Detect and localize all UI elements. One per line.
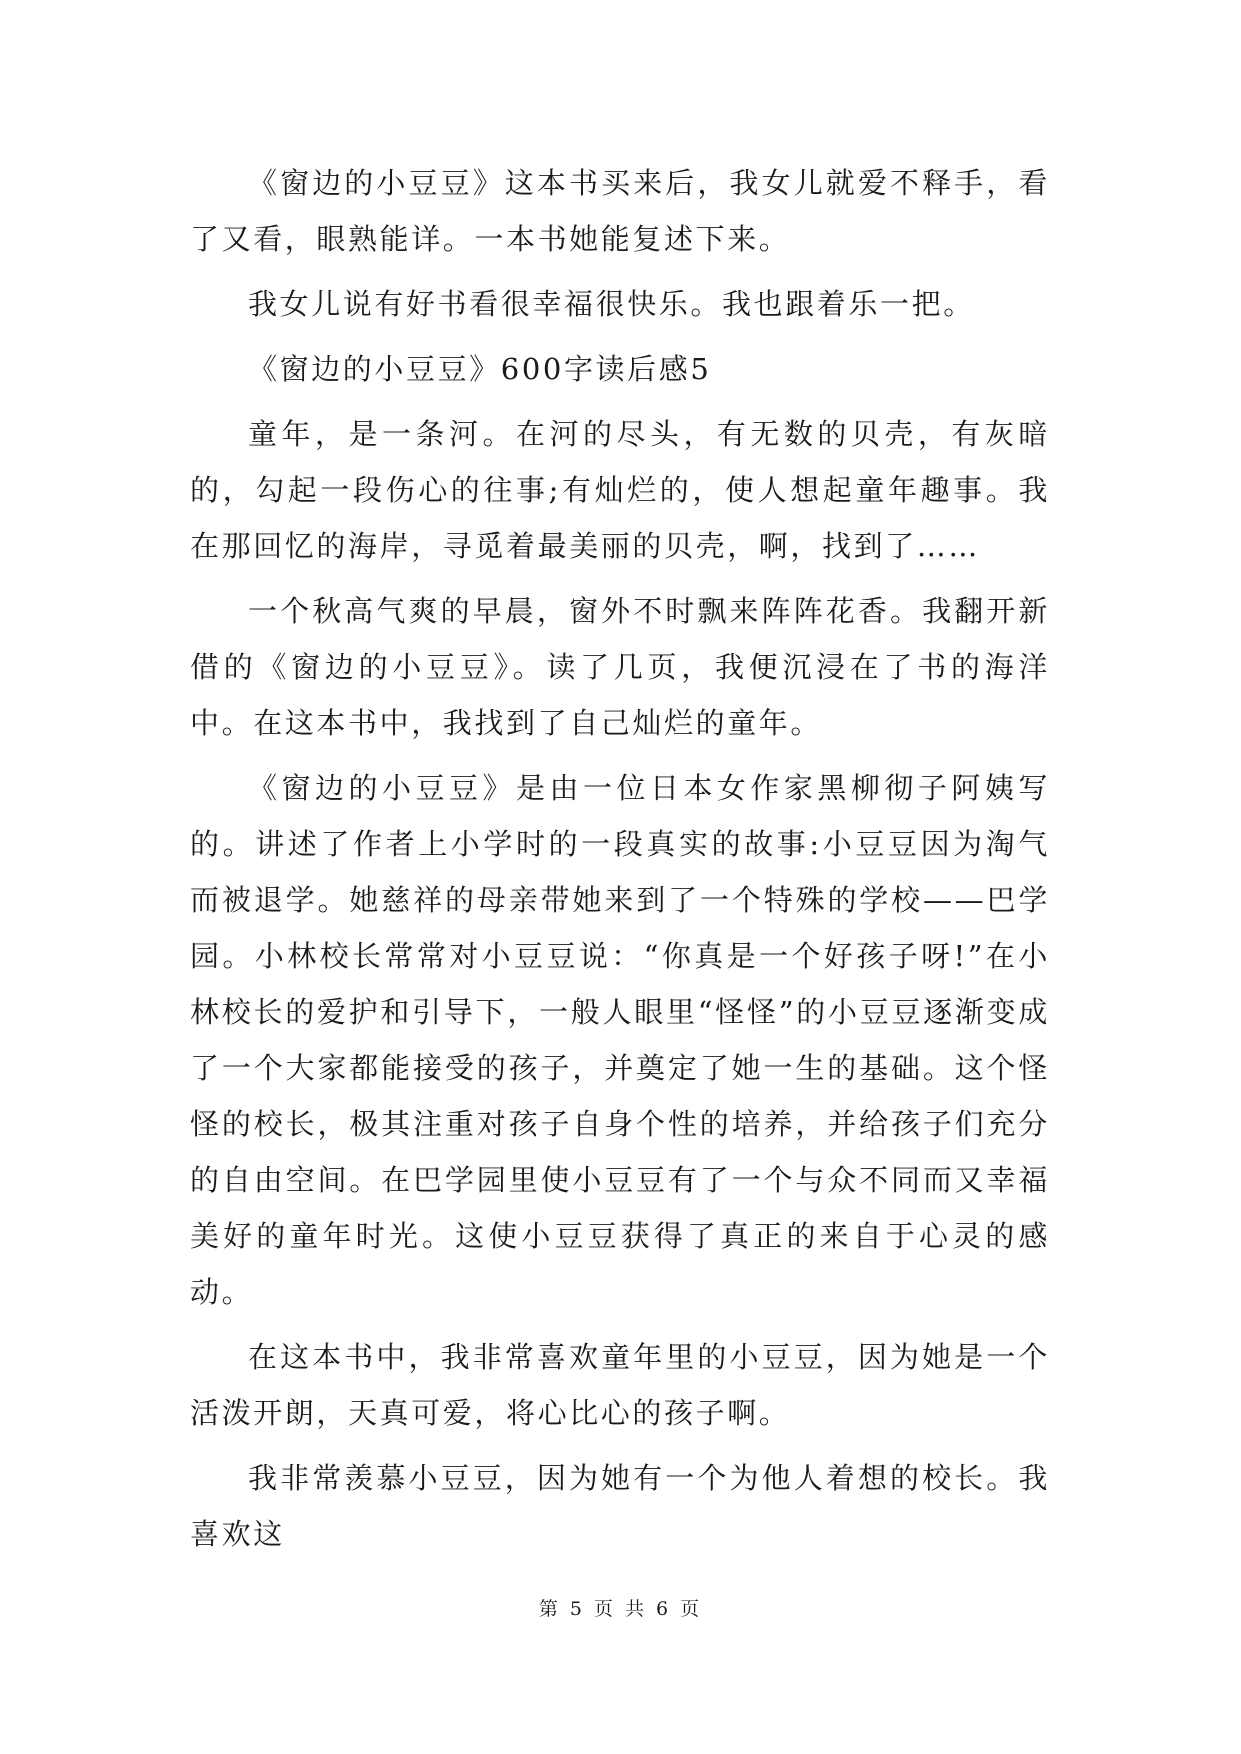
paragraph-3: 童年，是一条河。在河的尽头，有无数的贝壳，有灰暗的，勾起一段伤心的往事;有灿烂的，使人想起童年趣事。我在那回忆的海岸，寻觅着最美丽的贝壳，啊，找到了…… (190, 417, 1050, 563)
paragraph-6: 在这本书中，我非常喜欢童年里的小豆豆，因为她是一个活泼开朗，天真可爱，将心比心的孩子啊。 (190, 1340, 1050, 1430)
paragraph-1: 《窗边的小豆豆》这本书买来后，我女儿就爱不释手，看了又看，眼熟能详。一本书她能复述下来。 (190, 166, 1050, 256)
paragraph-4: 一个秋高气爽的早晨，窗外不时飘来阵阵花香。我翻开新借的《窗边的小豆豆》。读了几页，我便沉浸在了书的海洋中。在这本书中，我找到了自己灿烂的童年。 (190, 594, 1050, 740)
document-body (190, 155, 1050, 1685)
section-heading: 《窗边的小豆豆》600字读后感5 (248, 352, 712, 386)
paragraph-7: 我非常羡慕小豆豆，因为她有一个为他人着想的校长。我喜欢这 (190, 1461, 1050, 1551)
page-footer: 第 5 页 共 6 页 (538, 1598, 703, 1620)
paragraph-2: 我女儿说有好书看很幸福很快乐。我也跟着乐一把。 (248, 287, 975, 321)
paragraph-5: 《窗边的小豆豆》是由一位日本女作家黑柳彻子阿姨写的。讲述了作者上小学时的一段真实的故事:小豆豆因为淘气而被退学。她慈祥的母亲带她来到了一个特殊的学校——巴学园。小林校长常常对小豆豆说：“你真是一个好孩子呀!”在小林校长的爱护和引导下，一般人眼里“怪怪”的小豆豆逐渐变成了一个大家都能接受的孩子，并奠定了她一生的基础。这个怪怪的校长，极其注重对孩子自身个性的培养，并给孩子们充分的自由空间。在巴学园里使小豆豆有了一个与众不同而又幸福美好的童年时光。这使小豆豆获得了真正的来自于心灵的感动。 (190, 771, 1050, 1309)
